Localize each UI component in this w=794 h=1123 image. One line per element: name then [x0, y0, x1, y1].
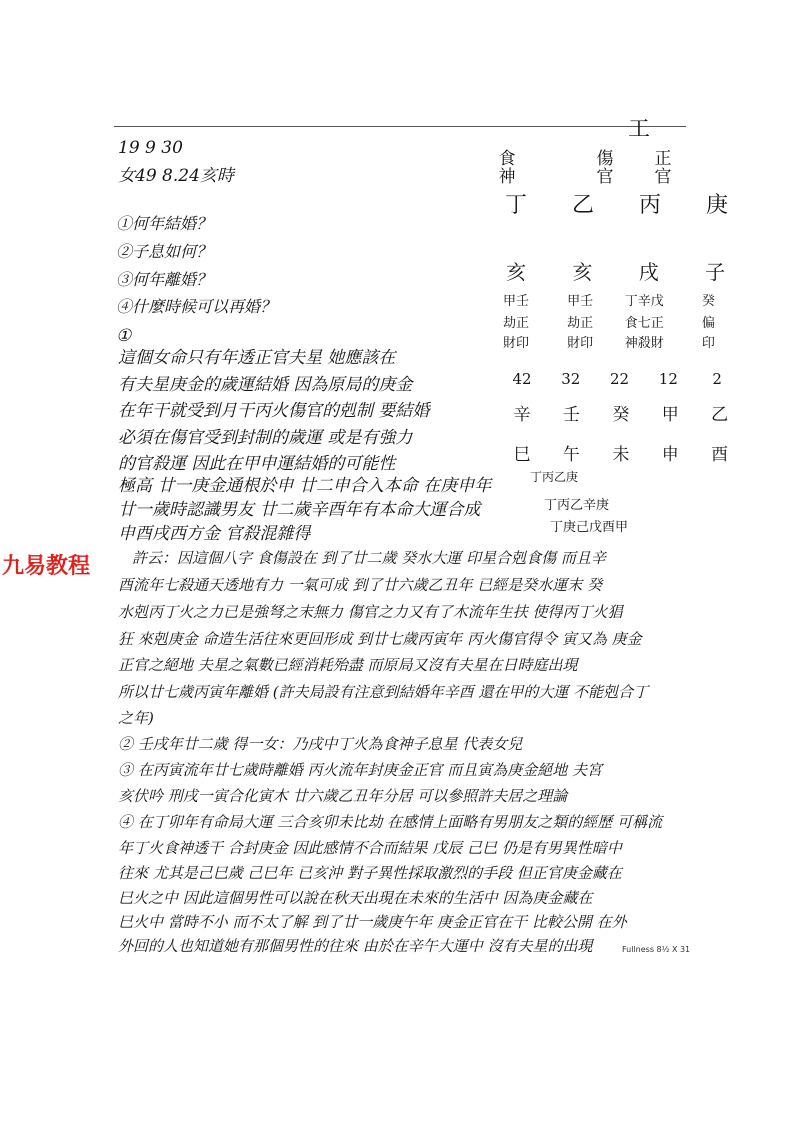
god-year: 正官: [654, 149, 672, 187]
comment-line-7: 之年): [118, 709, 154, 727]
analysis-marker: ①: [116, 326, 132, 346]
answer-line-1: ② 壬戌年廿二歲 得一女：乃戌中丁火為食神子息星 代表女兒: [118, 735, 523, 753]
luck-age-4: 12: [658, 370, 678, 388]
god-month: 傷官: [596, 149, 614, 187]
analysis-line-4: 必須在傷官受到封制的歲運 或是有強力: [118, 428, 413, 448]
hidden-god-hour: 劫正: [502, 316, 529, 331]
analysis-line-8: 申酉戌西方金 官殺混雜得: [118, 524, 311, 544]
branches-row: [486, 256, 745, 285]
stem-day: 乙: [571, 193, 594, 218]
stems-row: [486, 188, 747, 219]
hidden-god-day: 劫正: [567, 316, 594, 331]
question-2: ②子息如何？: [116, 242, 213, 261]
comment-line-5: 正官之絕地 夫星之氣數已經消耗殆盡 而原局又沒有夫星在日時庭出現: [118, 656, 578, 674]
date-line: 19 9 30: [118, 138, 183, 158]
god-hour: 食神: [498, 149, 516, 187]
top-rule: [114, 126, 686, 127]
analysis-line-2: 有夫星庚金的歲運結婚 因為原局的庚金: [118, 375, 413, 395]
answer-line-4: ④ 在丁卯年有命局大運 三合亥卯未比劫 在感情上面略有男朋友之類的經歷 可稱流: [118, 813, 663, 831]
luck-age-3: 22: [610, 370, 630, 388]
luck-stem-2: 壬: [562, 405, 580, 425]
hidden-god-year: 偏: [701, 316, 715, 331]
hidden-god-month: 食七正: [624, 316, 664, 331]
answer-line-5: 年丁火食神透干 合封庚金 因此感情不合而結果 戊辰 己巳 仍是有男異性暗中: [118, 839, 622, 857]
analysis-line-7: 廿一歲時認識男友 廿二歲辛酉年有本命大運合成: [118, 500, 481, 520]
hidden-god2-year: 印: [701, 336, 715, 351]
comment-line-2: 酉流年七殺通天透地有力 一氣可成 到了廿六歲乙丑年 已經是癸水運末 癸: [118, 576, 603, 594]
branch-day: 亥: [572, 260, 593, 284]
comment-line-1: 許云：因這個八字 食傷設在 到了廿二歲 癸水大運 印星合剋食傷 而且辛: [132, 549, 606, 567]
analysis-line-3: 在年干就受到月干丙火傷官的剋制 要結婚: [118, 401, 430, 421]
luck-branch-1: 巳: [513, 445, 531, 465]
luck-stem-5: 乙: [711, 405, 729, 425]
chart-note-2: 丁丙乙辛庚: [544, 498, 610, 513]
luck-age-5: 2: [712, 370, 722, 388]
luck-branch-5: 酉: [711, 445, 729, 465]
chart-note-1: 丁丙乙庚: [530, 470, 579, 484]
analysis-line-5: 的官殺運 因此在甲申運結婚的可能性: [118, 454, 396, 474]
answer-line-6: 往來 尤其是己巳歲 己巳年 已亥沖 對子異性採取激烈的手段 但正官庚金藏在: [118, 864, 622, 882]
hidden-stem-hour: 甲壬: [502, 294, 529, 309]
hidden-gods-row: [486, 312, 738, 331]
answer-line-3: 亥伏吟 刑戌一寅合化寅木 廿六歲乙丑年分居 可以參照許夫居之理論: [118, 787, 568, 805]
question-4: ④什麼時候可以再婚？: [116, 297, 277, 316]
luck-ages-row: [500, 370, 739, 388]
hidden-gods2-row: [486, 332, 738, 351]
branch-month: 戌: [638, 260, 659, 284]
hidden-stem-month: 丁辛戊: [624, 294, 664, 309]
hidden-stem-year: 癸: [701, 294, 715, 309]
corner-mark: 工: [628, 117, 651, 142]
birth-line: 女49 8.24亥時: [118, 166, 234, 186]
comment-line-6: 所以廿七歲丙寅年離婚 (許夫局設有注意到結婚年辛酉 還在甲的大運 不能剋合丁: [118, 683, 649, 701]
luck-branch-3: 未: [612, 445, 630, 465]
analysis-line-1: 這個女命只有年透正官夫星 她應該在: [118, 348, 396, 368]
luck-age-1: 42: [512, 370, 532, 388]
answer-line-9: 外回的人也知道她有那個男性的往來 由於在辛午大運中 沒有夫星的出現: [118, 937, 593, 955]
chart-note-3: 丁庚己戊酉甲: [550, 520, 629, 535]
luck-stem-4: 甲: [661, 405, 679, 425]
luck-stems-row: [500, 400, 742, 425]
answer-line-7: 巳火之中 因此這個男性可以說在秋天出現在未來的生活中 因為庚金藏在: [118, 889, 593, 907]
hidden-stem-day: 甲壬: [567, 294, 594, 309]
stem-year: 庚: [705, 193, 728, 218]
stem-month: 丙: [638, 193, 661, 218]
question-1: ①何年結婚？: [116, 214, 213, 233]
luck-stem-3: 癸: [612, 405, 630, 425]
luck-stem-1: 辛: [513, 405, 531, 425]
hidden-god2-day: 財印: [567, 336, 594, 351]
comment-line-3: 水剋丙丁火之力已是強弩之末無力 傷官之力又有了木流年生扶 使得丙丁火猖: [118, 603, 623, 621]
analysis-line-6: 極高 廿一庚金通根於申 廿二申合入本命 在庚申年: [118, 476, 492, 496]
answer-line-8: 巳火中 當時不小 而不太了解 到了廿一歲庚午年 庚金正官在干 比較公開 在外: [118, 913, 627, 931]
hidden-stems-row: [486, 290, 738, 309]
stem-hour: 丁: [504, 193, 527, 218]
luck-age-2: 32: [561, 370, 581, 388]
luck-branch-2: 午: [562, 445, 580, 465]
luck-branch-4: 申: [661, 445, 679, 465]
paper-footer: Fullness 8½ X 31: [622, 945, 691, 954]
branch-hour: 亥: [506, 260, 526, 284]
comment-line-4: 狂 來剋庚金 命造生活往來更回形成 到廿七歲丙寅年 丙火傷官得令 寅又為 庚金: [118, 630, 642, 648]
branch-year: 子: [705, 260, 726, 284]
luck-branches-row: [500, 440, 742, 465]
question-3: ③何年離婚？: [116, 270, 213, 289]
watermark-label: 九易教程: [2, 554, 91, 579]
answer-line-2: ③ 在丙寅流年廿七歲時離婚 丙火流年封庚金正官 而且寅為庚金絕地 夫宮: [118, 761, 603, 779]
hidden-god2-month: 神殺財: [624, 336, 664, 351]
hidden-god2-hour: 財印: [502, 336, 529, 351]
